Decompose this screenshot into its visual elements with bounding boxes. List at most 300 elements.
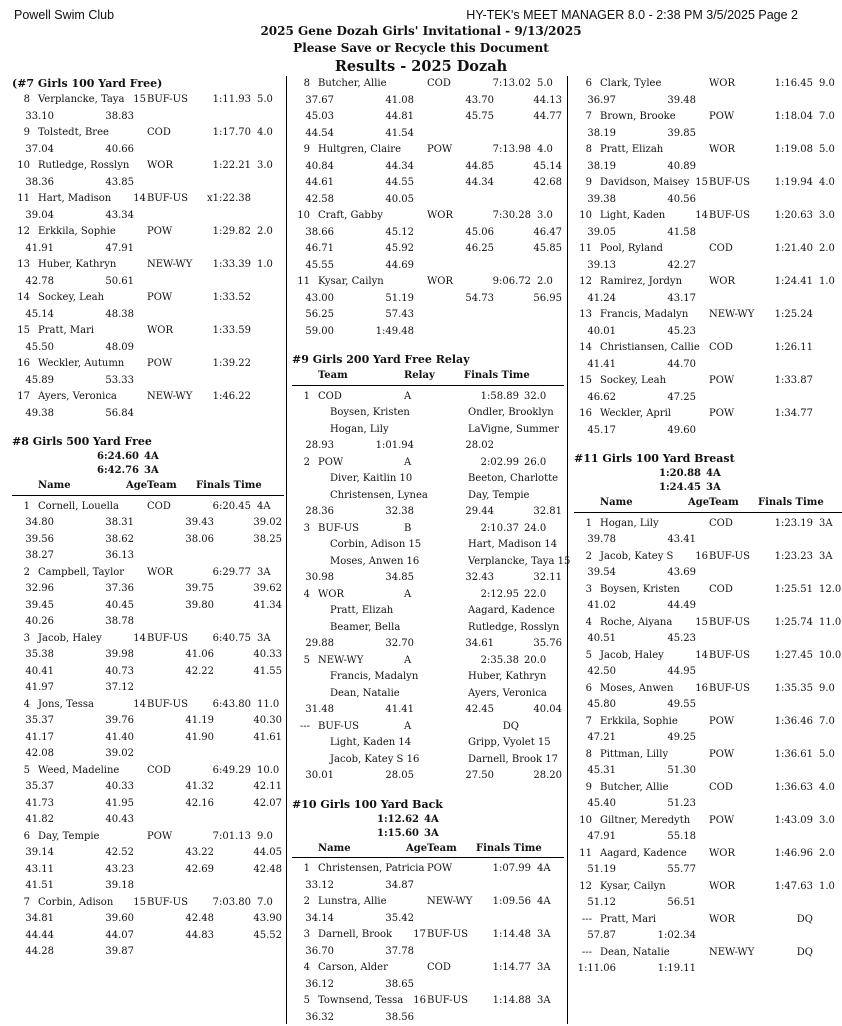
points: 10.0 — [819, 648, 841, 665]
swimmer-name: Corbin, Adison — [38, 895, 113, 912]
place: 14 — [12, 290, 30, 307]
place: 4 — [292, 960, 310, 977]
split: 43.85 — [94, 175, 134, 192]
points: 1.0 — [819, 879, 835, 896]
team: WOR — [318, 587, 344, 604]
swimmer-name: Aagard, Kadence — [600, 846, 687, 863]
split: 39.60 — [94, 911, 134, 928]
place: --- — [574, 912, 592, 929]
finals-time: 1:14.48 — [476, 927, 531, 944]
swimmer-name: Roche, Aiyana — [600, 615, 672, 632]
result-row — [12, 290, 284, 307]
split: 38.25 — [242, 532, 282, 549]
split: 41.91 — [14, 241, 54, 258]
finals-time: 7:13.02 — [476, 76, 531, 93]
place: 2 — [292, 894, 310, 911]
split: 43.00 — [294, 291, 334, 308]
result-row — [292, 861, 564, 878]
finals-time: 7:13.98 — [476, 142, 531, 159]
split: 40.01 — [576, 324, 616, 341]
result-row — [574, 340, 842, 357]
split: 36.70 — [294, 944, 334, 961]
finals-time: 1:25.51 — [758, 582, 813, 599]
finals-time: 1:36.63 — [758, 780, 813, 797]
split: 42.27 — [656, 258, 696, 275]
column-divider — [286, 76, 287, 1024]
relay: B — [404, 521, 411, 538]
split: 32.81 — [522, 504, 562, 521]
points: 4.0 — [257, 125, 273, 142]
finals-time: 7:30.28 — [476, 208, 531, 225]
split: 32.96 — [14, 581, 54, 598]
finals-time: 2:12.95 — [464, 587, 519, 604]
split: 28.05 — [374, 768, 414, 785]
split: 40.41 — [14, 664, 54, 681]
splits-row — [12, 680, 284, 697]
split: 45.40 — [576, 796, 616, 813]
split: 28.36 — [294, 504, 334, 521]
result-row — [574, 109, 842, 126]
swimmer-name: Davidson, Maisey — [600, 175, 689, 192]
result-row — [574, 945, 842, 962]
split: 1:11.06 — [576, 961, 616, 978]
split: 44.34 — [454, 175, 494, 192]
team: POW — [709, 813, 734, 830]
results-column-2 — [292, 76, 564, 1026]
swimmer-name: Pool, Ryland — [600, 241, 663, 258]
points: 2.0 — [537, 274, 553, 291]
splits-row — [292, 977, 564, 994]
split: 47.91 — [576, 829, 616, 846]
split: 42.48 — [242, 862, 282, 879]
age: 14 — [688, 648, 708, 665]
swimmer-name: Erkkila, Sophie — [600, 714, 678, 731]
split: 41.97 — [14, 680, 54, 697]
finals-time: 1:25.24 — [758, 307, 813, 324]
split: 44.95 — [656, 664, 696, 681]
split: 41.51 — [14, 878, 54, 895]
standard-time: 1:12.62 — [292, 813, 419, 827]
split: 29.88 — [294, 636, 334, 653]
split: 38.31 — [94, 515, 134, 532]
split: 45.55 — [294, 258, 334, 275]
place: 16 — [12, 356, 30, 373]
split: 37.67 — [294, 93, 334, 110]
split: 42.48 — [174, 911, 214, 928]
age: 14 — [126, 697, 146, 714]
place: 15 — [12, 323, 30, 340]
team: BUF-US — [147, 895, 188, 912]
split: 45.52 — [242, 928, 282, 945]
place: 6 — [574, 76, 592, 93]
qualifying-standard — [574, 467, 842, 481]
age: 16 — [406, 993, 426, 1010]
splits-row — [292, 324, 564, 341]
team: COD — [709, 241, 733, 258]
place: 10 — [292, 208, 310, 225]
points: 7.0 — [257, 895, 273, 912]
result-row — [292, 208, 564, 225]
result-row — [12, 631, 284, 648]
result-row — [574, 714, 842, 731]
split: 35.37 — [14, 713, 54, 730]
splits-row — [574, 159, 842, 176]
age: 15 — [126, 895, 146, 912]
splits-row — [292, 159, 564, 176]
team: POW — [427, 142, 452, 159]
split: 39.18 — [94, 878, 134, 895]
split: 44.13 — [522, 93, 562, 110]
split: 39.43 — [174, 515, 214, 532]
event-title: #10 Girls 100 Yard Back — [292, 797, 564, 813]
split: 41.82 — [14, 812, 54, 829]
split: 39.62 — [242, 581, 282, 598]
place: 2 — [292, 455, 310, 472]
col-team-header: Team — [318, 368, 348, 385]
split: 30.01 — [294, 768, 334, 785]
swimmer-name: Hart, Madison — [38, 191, 111, 208]
place: 16 — [574, 406, 592, 423]
split: 41.02 — [576, 598, 616, 615]
swimmer-name: Pratt, Mari — [600, 912, 656, 929]
split: 44.77 — [522, 109, 562, 126]
split: 38.36 — [14, 175, 54, 192]
split: 39.04 — [14, 208, 54, 225]
splits-row — [12, 515, 284, 532]
splits-row — [12, 241, 284, 258]
split: 57.43 — [374, 307, 414, 324]
team: NEW-WY — [709, 307, 754, 324]
relay-row — [292, 653, 564, 670]
standard-time: 6:24.60 — [12, 450, 139, 464]
col-age-header: Age — [126, 478, 146, 495]
team: WOR — [147, 158, 173, 175]
points: 7.0 — [819, 109, 835, 126]
splits-row — [292, 570, 564, 587]
splits-row — [12, 911, 284, 928]
place: 4 — [574, 615, 592, 632]
split: 35.42 — [374, 911, 414, 928]
split: 44.44 — [14, 928, 54, 945]
team: POW — [709, 747, 734, 764]
split: 38.27 — [14, 548, 54, 565]
split: 42.58 — [294, 192, 334, 209]
age: 14 — [126, 631, 146, 648]
relay-swimmer: Hogan, Lily — [330, 422, 389, 439]
result-row — [292, 274, 564, 291]
team: BUF-US — [318, 719, 359, 736]
splits-row — [292, 126, 564, 143]
split: 36.12 — [294, 977, 334, 994]
split: 40.04 — [522, 702, 562, 719]
place: --- — [574, 945, 592, 962]
points: 4A — [257, 499, 271, 516]
swimmer-name: Boysen, Kristen — [600, 582, 680, 599]
finals-time: 1:09.56 — [476, 894, 531, 911]
split: 38.56 — [374, 1010, 414, 1026]
splits-row — [574, 664, 842, 681]
team: BUF-US — [709, 549, 750, 566]
place: 17 — [12, 389, 30, 406]
splits-row — [12, 713, 284, 730]
splits-row — [12, 647, 284, 664]
split: 45.17 — [576, 423, 616, 440]
swimmer-name: Weckler, Autumn — [38, 356, 124, 373]
col-name-header: Name — [600, 495, 633, 512]
split: 44.85 — [454, 159, 494, 176]
split: 31.48 — [294, 702, 334, 719]
result-row — [574, 879, 842, 896]
split: 28.02 — [454, 438, 494, 455]
result-row — [12, 257, 284, 274]
results-title: Results - 2025 Dozah — [0, 58, 842, 75]
split: 38.66 — [294, 225, 334, 242]
place: 15 — [574, 373, 592, 390]
result-row — [574, 813, 842, 830]
split: 49.60 — [656, 423, 696, 440]
col-finals-header: Finals Time — [758, 495, 813, 512]
result-row — [574, 76, 842, 93]
finals-time: 1:33.39 — [196, 257, 251, 274]
points: 12.0 — [819, 582, 841, 599]
relay-swimmer: Diver, Kaitlin 10 — [330, 471, 412, 488]
team: BUF-US — [709, 208, 750, 225]
split: 44.69 — [374, 258, 414, 275]
points: 10.0 — [257, 763, 279, 780]
team: POW — [709, 373, 734, 390]
split: 33.12 — [294, 878, 334, 895]
split: 44.55 — [374, 175, 414, 192]
col-team-header: Team — [709, 495, 739, 512]
split: 39.85 — [656, 126, 696, 143]
split: 37.78 — [374, 944, 414, 961]
place: 7 — [12, 895, 30, 912]
split: 51.19 — [576, 862, 616, 879]
relay-swimmers — [292, 554, 564, 571]
points: 3A — [537, 960, 551, 977]
splits-row — [12, 532, 284, 549]
split: 45.23 — [656, 631, 696, 648]
result-row — [574, 406, 842, 423]
split: 43.23 — [94, 862, 134, 879]
split: 29.44 — [454, 504, 494, 521]
result-row — [292, 993, 564, 1010]
split: 56.95 — [522, 291, 562, 308]
team: NEW-WY — [318, 653, 363, 670]
split: 46.47 — [522, 225, 562, 242]
results-column-3 — [574, 76, 842, 978]
splits-row — [574, 895, 842, 912]
place: 8 — [292, 76, 310, 93]
splits-row — [12, 928, 284, 945]
result-row — [12, 829, 284, 846]
col-finals-header: Finals Time — [464, 368, 519, 385]
finals-time: DQ — [464, 719, 519, 736]
split: 56.25 — [294, 307, 334, 324]
points: 20.0 — [524, 653, 546, 670]
place: 11 — [292, 274, 310, 291]
points: 5.0 — [819, 142, 835, 159]
splits-row — [574, 291, 842, 308]
place: 5 — [292, 653, 310, 670]
split: 41.32 — [174, 779, 214, 796]
place: 5 — [292, 993, 310, 1010]
relay-swimmers — [292, 620, 564, 637]
place: 10 — [12, 158, 30, 175]
splits-row — [292, 636, 564, 653]
relay-row — [292, 719, 564, 736]
column-divider — [567, 76, 568, 1024]
split: 51.19 — [374, 291, 414, 308]
splits-row — [574, 357, 842, 374]
team: WOR — [147, 565, 173, 582]
finals-time: 1:23.23 — [758, 549, 813, 566]
relay-swimmer: Christensen, Lynea — [330, 488, 428, 505]
relay: A — [404, 587, 411, 604]
relay-row — [292, 521, 564, 538]
split: 34.80 — [14, 515, 54, 532]
split: 40.73 — [94, 664, 134, 681]
points: 4.0 — [537, 142, 553, 159]
split: 39.14 — [14, 845, 54, 862]
split: 41.61 — [242, 730, 282, 747]
split: 43.69 — [656, 565, 696, 582]
header-club: Powell Swim Club — [14, 8, 114, 22]
split: 45.75 — [454, 109, 494, 126]
splits-row — [12, 878, 284, 895]
relay-swimmers — [292, 405, 564, 422]
team: COD — [427, 960, 451, 977]
split: 46.25 — [454, 241, 494, 258]
place: 11 — [12, 191, 30, 208]
splits-row — [12, 581, 284, 598]
place: 3 — [574, 582, 592, 599]
swimmer-name: Clark, Tylee — [600, 76, 661, 93]
finals-time: 1:34.77 — [758, 406, 813, 423]
splits-row — [574, 532, 842, 549]
split: 41.41 — [374, 702, 414, 719]
splits-row — [292, 944, 564, 961]
relay-swimmers — [292, 603, 564, 620]
qualifying-standard — [292, 813, 564, 827]
splits-row — [292, 258, 564, 275]
relay-swimmer: Jacob, Katey S 16 — [330, 752, 419, 769]
split: 39.05 — [576, 225, 616, 242]
split: 41.17 — [14, 730, 54, 747]
splits-row — [574, 928, 842, 945]
standard-label: 3A — [144, 464, 159, 478]
swimmer-name: Light, Kaden — [600, 208, 665, 225]
finals-time: 2:10.37 — [464, 521, 519, 538]
split: 42.45 — [454, 702, 494, 719]
col-name-header: Name — [38, 478, 71, 495]
swimmer-name: Dean, Natalie — [600, 945, 670, 962]
splits-row — [574, 829, 842, 846]
split: 41.90 — [174, 730, 214, 747]
split: 56.51 — [656, 895, 696, 912]
points: 4.0 — [819, 780, 835, 797]
relay-row — [292, 389, 564, 406]
points: 24.0 — [524, 521, 546, 538]
split: 41.06 — [174, 647, 214, 664]
place: 4 — [12, 697, 30, 714]
place: 3 — [292, 927, 310, 944]
split: 43.34 — [94, 208, 134, 225]
swimmer-name: Verplancke, Taya — [38, 92, 124, 109]
split: 51.30 — [656, 763, 696, 780]
finals-time: 7:03.80 — [196, 895, 251, 912]
finals-time: 1:27.45 — [758, 648, 813, 665]
relay-swimmer: Rutledge, Rosslyn — [468, 620, 559, 637]
split: 34.61 — [454, 636, 494, 653]
team: WOR — [709, 846, 735, 863]
team: POW — [147, 290, 172, 307]
swimmer-name: Christensen, Patricia — [318, 861, 424, 878]
relay-swimmers — [292, 686, 564, 703]
finals-time: 6:49.29 — [196, 763, 251, 780]
points: 3.0 — [819, 208, 835, 225]
points: 3.0 — [537, 208, 553, 225]
splits-row — [292, 109, 564, 126]
splits-row — [12, 109, 284, 126]
finals-time: 2:02.99 — [464, 455, 519, 472]
relay-swimmers — [292, 471, 564, 488]
split: 43.41 — [656, 532, 696, 549]
relay-swimmer: Huber, Kathryn — [468, 669, 546, 686]
splits-row — [574, 423, 842, 440]
swimmer-name: Hultgren, Claire — [318, 142, 401, 159]
swimmer-name: Hogan, Lily — [600, 516, 659, 533]
team: BUF-US — [709, 681, 750, 698]
team: POW — [147, 356, 172, 373]
place: 2 — [12, 565, 30, 582]
result-row — [574, 912, 842, 929]
splits-row — [12, 208, 284, 225]
split: 39.38 — [576, 192, 616, 209]
splits-row — [12, 142, 284, 159]
split: 40.30 — [242, 713, 282, 730]
points: 5.0 — [819, 747, 835, 764]
result-row — [574, 681, 842, 698]
swimmer-name: Brown, Brooke — [600, 109, 676, 126]
splits-row — [574, 730, 842, 747]
split: 39.02 — [242, 515, 282, 532]
result-row — [12, 697, 284, 714]
place: 13 — [574, 307, 592, 324]
split: 39.78 — [576, 532, 616, 549]
age: 15 — [688, 615, 708, 632]
split: 46.71 — [294, 241, 334, 258]
place: 9 — [574, 780, 592, 797]
team: BUF-US — [709, 615, 750, 632]
splits-row — [292, 241, 564, 258]
col-name-header: Name — [318, 841, 351, 858]
place: 9 — [574, 175, 592, 192]
team: POW — [709, 714, 734, 731]
qualifying-standard — [292, 827, 564, 841]
result-row — [574, 516, 842, 533]
split: 28.20 — [522, 768, 562, 785]
standard-time: 1:15.60 — [292, 827, 419, 841]
split: 44.34 — [374, 159, 414, 176]
splits-row — [12, 373, 284, 390]
relay-swimmers — [292, 752, 564, 769]
swimmer-name: Jons, Tessa — [38, 697, 94, 714]
split: 34.87 — [374, 878, 414, 895]
finals-time: 1:11.93 — [196, 92, 251, 109]
split: 40.89 — [656, 159, 696, 176]
split: 44.07 — [94, 928, 134, 945]
